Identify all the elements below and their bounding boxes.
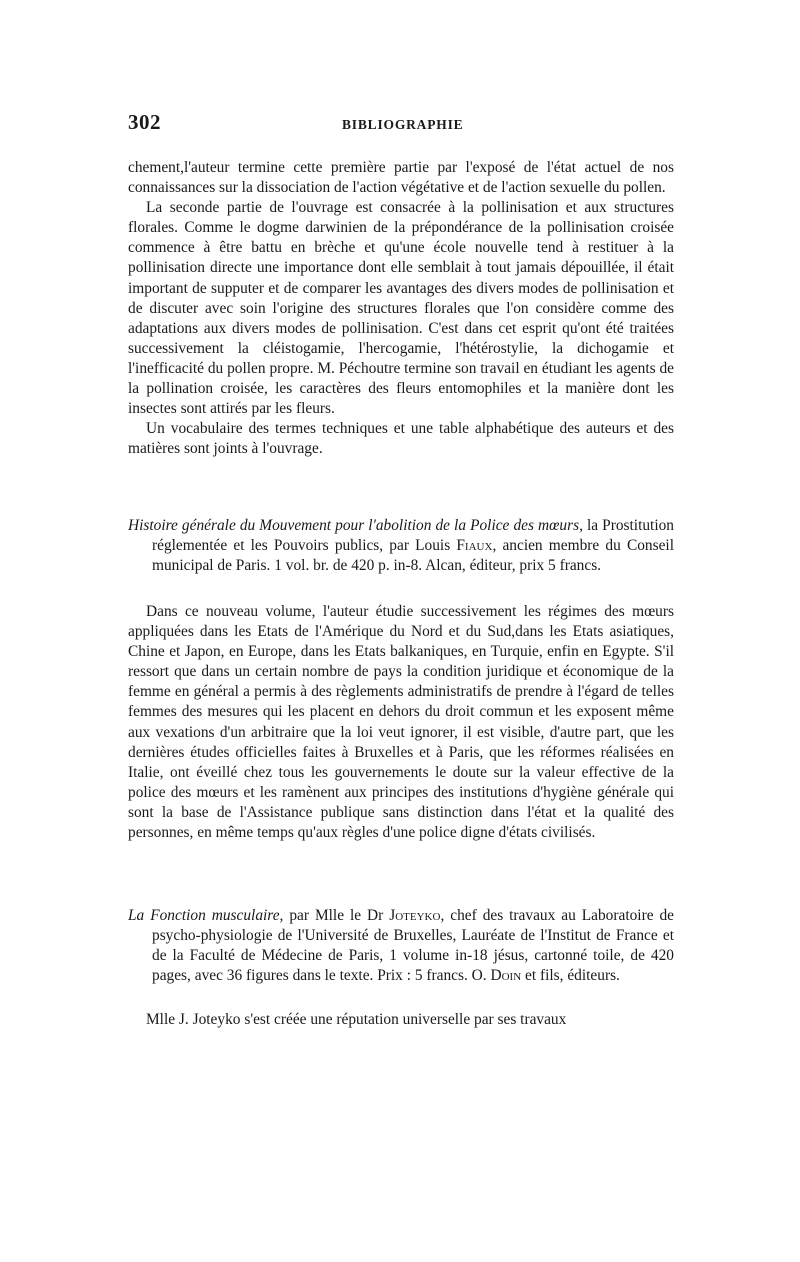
page-number: 302 — [128, 110, 161, 134]
review-fonction-musculaire-body — [128, 1010, 674, 1030]
page-header — [128, 110, 674, 140]
paragraph: Mlle J. Joteyko s'est créée une réputation universelle par ses travaux — [146, 1011, 567, 1028]
book-publisher: Doin — [490, 967, 522, 985]
book-details: , ancien membre du Conseil municipal de Paris. 1 vol. br. de 420 p. in-8. Alcan, éditeur, prix 5 francs. — [152, 537, 674, 575]
book-details-end: et fils, éditeurs. — [521, 967, 620, 985]
book-page — [128, 0, 674, 1262]
book-title: Histoire générale du Mouvement pour l'abolition de la Police des mœurs, — [128, 517, 583, 534]
review-fonction-musculaire-heading — [128, 906, 674, 986]
book-author: Fiaux — [456, 537, 493, 555]
author-intro: par Mlle le Dr — [283, 907, 390, 924]
bibliographic-entry — [128, 906, 674, 986]
paragraph: chement,l'auteur termine cette première partie par l'exposé de l'état actuel de nos connaissances sur la dissociation de l'action végétative et de l'action sexuelle du pollen. — [128, 159, 674, 197]
paragraph: Dans ce nouveau volume, l'auteur étudie successivement les régimes des mœurs appliquées dans les Etats de l'Amérique du Nord et du Sud,dans les Etats asiatiques, Chine et Japon, en Europe, dans les Etats balkaniques, en Turquie, enfin en Egypte. S'il ressort que dans un certain nombre de pays la condition juridique et économique de la femme en général a permis à des règlements administratifs de prendre à l'égard de telles femmes des mesures qui les placent en dehors du droit commun et les exposent même aux vexations d'un arbitraire que la loi veut ignorer, il est visible, d'autre part, que les dernières études officielles faites à Bruxelles et à Paris, que les réformes réalisées en Italie, ont éveillé chez tous les gouvernements le doute sur la valeur effective de la police des mœurs et les ramènent aux principes des institutions d'hygiène générale qui sont la base de l'Assistance publique sans distinction dans l'état et la qualité des personnes, en même temps qu'aux règles d'une police digne d'états civilisés. — [128, 603, 674, 842]
book-subtitle: la Prostitution réglementée et les Pouvoirs publics, par Louis — [152, 517, 674, 555]
bibliographic-entry — [128, 516, 674, 576]
book-details: , chef des travaux au Laboratoire de psycho-physiologie de l'Université de Bruxelles, Lauréate de l'Institut de France et de la Faculté de Médecine de Paris, 1 volume in-18 jésus, cartonné toile, de 420 pages, avec 36 figures dans le texte. Prix : 5 francs. O. — [152, 907, 674, 985]
book-author: Joteyko — [389, 907, 441, 924]
running-title: BIBLIOGRAPHIE — [342, 117, 464, 132]
review-police-moeurs-body — [128, 602, 674, 843]
book-title: La Fonction musculaire, — [128, 907, 284, 924]
paragraph: La seconde partie de l'ouvrage est consacrée à la pollinisation et aux structures florales. Comme le dogme darwinien de la prépondérance de la pollinisation croisée commence à être battu en brèche et qu'une école nouvelle tend à restituer à la pollinisation directe une importance dont elle semblait à tout jamais dépouillée, il était important de supputer et de comparer les avantages des divers modes de pollinisation et de discuter avec soin l'origine des structures florales que l'on considère comme des adaptations aux divers modes de pollinisation. C'est dans cet esprit qu'ont été traitées successivement la cléistogamie, l'hercogamie, l'hétérostylie, la dichogamie et l'inefficacité du pollen propre. M. Péchoutre termine son travail en étudiant les agents de la pollination croisée, les caractères des fleurs entomophiles et la manière dont les insectes sont attirés par les fleurs. — [128, 199, 674, 418]
review-botany-continuation — [128, 158, 674, 459]
review-police-moeurs-heading — [128, 516, 674, 576]
paragraph: Un vocabulaire des termes techniques et une table alphabétique des auteurs et des matières sont joints à l'ouvrage. — [128, 420, 674, 458]
